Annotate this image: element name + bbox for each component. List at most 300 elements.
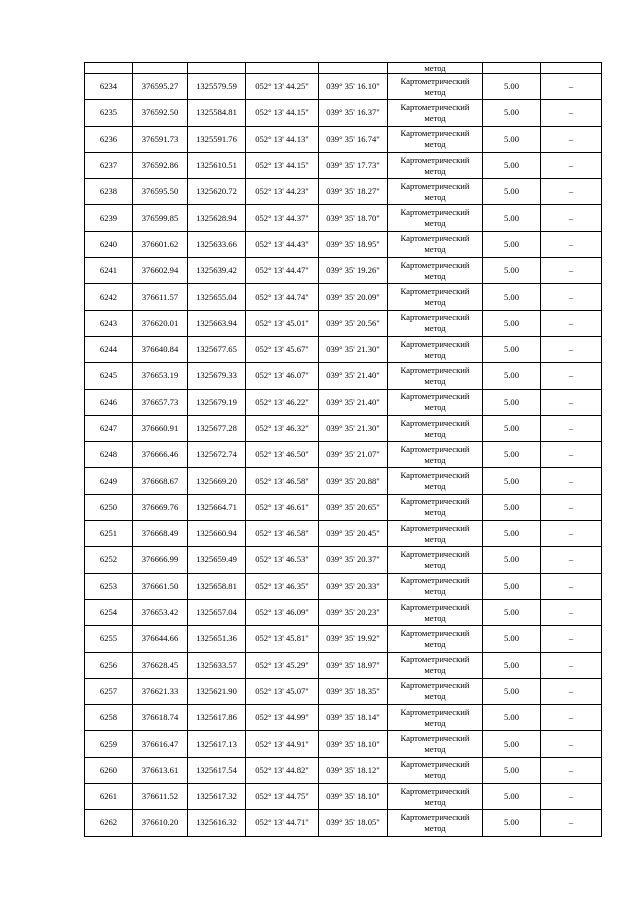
cell-longitude: 039° 35' 20.65"	[319, 494, 388, 520]
cell-method	[388, 784, 483, 810]
cell-point-number: 6258	[85, 705, 133, 731]
cell-point-number: 6250	[85, 494, 133, 520]
cell-accuracy: 5.00	[483, 284, 541, 310]
method-line-2: метод	[424, 770, 446, 781]
cell-y: 1325679.33	[188, 363, 246, 389]
cell-longitude: 039° 35' 18.05"	[319, 810, 388, 836]
cell-note: –	[541, 310, 602, 336]
cell-latitude: 052° 13' 45.29"	[246, 652, 319, 678]
cell-longitude: 039° 35' 20.33"	[319, 573, 388, 599]
cell-method	[388, 74, 483, 100]
cell-latitude: 052° 13' 44.37"	[246, 205, 319, 231]
cell-note: –	[541, 652, 602, 678]
table-row	[85, 652, 602, 678]
cell-longitude: 039° 35' 21.07"	[319, 442, 388, 468]
method-line-1: Картометрический	[400, 522, 470, 533]
cell-point-number: 6260	[85, 757, 133, 783]
cell-latitude: 052° 13' 44.99"	[246, 705, 319, 731]
cell-latitude: 052° 13' 46.58"	[246, 468, 319, 494]
method-line-1: Картометрический	[400, 706, 470, 717]
cell-longitude: 039° 35' 16.74"	[319, 126, 388, 152]
cell-method	[388, 284, 483, 310]
cell-y: 1325633.57	[188, 652, 246, 678]
method-line-2: метод	[424, 691, 446, 702]
cell-note: –	[541, 231, 602, 257]
method-line-1: Картометрический	[400, 811, 470, 822]
table-body	[85, 63, 602, 837]
cell-method	[388, 599, 483, 625]
method-line-2: метод	[424, 244, 446, 255]
cell-y: 1325584.81	[188, 100, 246, 126]
cell-longitude: 039° 35' 20.88"	[319, 468, 388, 494]
table-row	[85, 205, 602, 231]
cell-point-number: 6262	[85, 810, 133, 836]
cell-note: –	[541, 126, 602, 152]
cell-longitude: 039° 35' 20.37"	[319, 547, 388, 573]
method-line-2: метод	[424, 375, 446, 386]
cell-y: 1325617.86	[188, 705, 246, 731]
cell-x: 376616.47	[133, 731, 188, 757]
method-line-2: метод	[424, 139, 446, 150]
method-line-1: Картометрический	[400, 207, 470, 218]
method-line-2: метод	[424, 349, 446, 360]
cell-x: 376592.50	[133, 100, 188, 126]
cell-accuracy: 5.00	[483, 363, 541, 389]
cell-latitude: 052° 13' 46.09"	[246, 599, 319, 625]
method-line-2: метод	[424, 533, 446, 544]
cell-x: 376595.50	[133, 179, 188, 205]
cell-x: 376610.20	[133, 810, 188, 836]
cell-x: 376611.52	[133, 784, 188, 810]
cell-y: 1325617.32	[188, 784, 246, 810]
cell-note: –	[541, 442, 602, 468]
cell-point-number: 6255	[85, 626, 133, 652]
cell-longitude: 039° 35' 20.56"	[319, 310, 388, 336]
cell-latitude: 052° 13' 46.22"	[246, 389, 319, 415]
cell-note: –	[541, 626, 602, 652]
method-line-1: Картометрический	[400, 470, 470, 481]
cell-accuracy: 5.00	[483, 678, 541, 704]
method-line-1: Картометрический	[400, 759, 470, 770]
method-line-1: Картометрический	[400, 575, 470, 586]
cell-longitude: 039° 35' 20.09"	[319, 284, 388, 310]
cell-point-number: 6241	[85, 258, 133, 284]
method-line-1: Картометрический	[400, 101, 470, 112]
table-row	[85, 442, 602, 468]
cell-method	[388, 415, 483, 441]
table-row-continuation	[85, 63, 602, 74]
cell-longitude: 039° 35' 18.95"	[319, 231, 388, 257]
table-row	[85, 284, 602, 310]
cell-accuracy: 5.00	[483, 494, 541, 520]
cell-method	[388, 757, 483, 783]
cell-method	[388, 731, 483, 757]
cell-longitude: 039° 35' 21.40"	[319, 363, 388, 389]
cell-accuracy: 5.00	[483, 336, 541, 362]
cell-longitude: 039° 35' 21.30"	[319, 415, 388, 441]
method-line-2: метод	[424, 665, 446, 676]
method-line-2: метод	[424, 323, 446, 334]
table-row	[85, 547, 602, 573]
cell-method	[388, 179, 483, 205]
method-line-2: метод	[424, 481, 446, 492]
cell-note: –	[541, 757, 602, 783]
cell-y: 1325616.32	[188, 810, 246, 836]
cell-x: 376618.74	[133, 705, 188, 731]
table-row	[85, 573, 602, 599]
cell-point-number: 6252	[85, 547, 133, 573]
cell-empty	[541, 63, 602, 74]
cell-accuracy: 5.00	[483, 126, 541, 152]
cell-y: 1325664.71	[188, 494, 246, 520]
cell-latitude: 052° 13' 44.13"	[246, 126, 319, 152]
table-row	[85, 810, 602, 836]
cell-accuracy: 5.00	[483, 626, 541, 652]
cell-method	[388, 810, 483, 836]
method-line-1: Картометрический	[400, 443, 470, 454]
cell-method	[388, 705, 483, 731]
cell-note: –	[541, 74, 602, 100]
cell-accuracy: 5.00	[483, 705, 541, 731]
cell-note: –	[541, 810, 602, 836]
method-line-2: метод	[424, 612, 446, 623]
cell-y: 1325655.04	[188, 284, 246, 310]
method-line-2: метод	[424, 507, 446, 518]
cell-latitude: 052° 13' 44.15"	[246, 152, 319, 178]
cell-accuracy: 5.00	[483, 389, 541, 415]
cell-accuracy: 5.00	[483, 652, 541, 678]
cell-method	[388, 626, 483, 652]
cell-longitude: 039° 35' 18.27"	[319, 179, 388, 205]
cell-point-number: 6242	[85, 284, 133, 310]
method-line-1: Картометрический	[400, 391, 470, 402]
cell-method	[388, 389, 483, 415]
cell-point-number: 6238	[85, 179, 133, 205]
cell-point-number: 6259	[85, 731, 133, 757]
cell-point-number: 6245	[85, 363, 133, 389]
table-row	[85, 757, 602, 783]
cell-method	[388, 468, 483, 494]
cell-y: 1325620.72	[188, 179, 246, 205]
cell-y: 1325679.19	[188, 389, 246, 415]
cell-point-number: 6234	[85, 74, 133, 100]
cell-note: –	[541, 284, 602, 310]
cell-x: 376653.42	[133, 599, 188, 625]
cell-point-number: 6237	[85, 152, 133, 178]
cell-y: 1325633.66	[188, 231, 246, 257]
table-row	[85, 415, 602, 441]
cell-accuracy: 5.00	[483, 442, 541, 468]
table-row	[85, 74, 602, 100]
cell-longitude: 039° 35' 18.70"	[319, 205, 388, 231]
cell-longitude: 039° 35' 18.12"	[319, 757, 388, 783]
method-line-2: метод	[424, 744, 446, 755]
cell-point-number: 6261	[85, 784, 133, 810]
cell-note: –	[541, 415, 602, 441]
method-line-1: Картометрический	[400, 785, 470, 796]
cell-accuracy: 5.00	[483, 757, 541, 783]
cell-note: –	[541, 521, 602, 547]
method-line-2: метод	[424, 270, 446, 281]
cell-method	[388, 336, 483, 362]
cell-x: 376644.66	[133, 626, 188, 652]
table-row	[85, 626, 602, 652]
cell-x: 376621.33	[133, 678, 188, 704]
cell-y: 1325669.20	[188, 468, 246, 494]
cell-method	[388, 547, 483, 573]
cell-method	[388, 126, 483, 152]
cell-latitude: 052° 13' 44.23"	[246, 179, 319, 205]
method-line-1: Картометрический	[400, 364, 470, 375]
method-line-2: метод	[424, 586, 446, 597]
cell-latitude: 052° 13' 44.82"	[246, 757, 319, 783]
cell-latitude: 052° 13' 45.67"	[246, 336, 319, 362]
cell-accuracy: 5.00	[483, 205, 541, 231]
table-row	[85, 521, 602, 547]
cell-point-number: 6253	[85, 573, 133, 599]
cell-method	[388, 310, 483, 336]
method-line-1: Картометрический	[400, 75, 470, 86]
cell-longitude: 039° 35' 18.10"	[319, 731, 388, 757]
cell-point-number: 6248	[85, 442, 133, 468]
cell-longitude: 039° 35' 18.14"	[319, 705, 388, 731]
cell-x: 376602.94	[133, 258, 188, 284]
method-line-2: метод	[424, 717, 446, 728]
cell-y: 1325657.04	[188, 599, 246, 625]
cell-method	[388, 521, 483, 547]
cell-note: –	[541, 573, 602, 599]
table-row	[85, 705, 602, 731]
cell-note: –	[541, 179, 602, 205]
method-line-1: Картометрический	[400, 680, 470, 691]
cell-x: 376668.49	[133, 521, 188, 547]
cell-method	[388, 442, 483, 468]
method-line-1: Картометрический	[400, 180, 470, 191]
cell-longitude: 039° 35' 18.97"	[319, 652, 388, 678]
cell-x: 376666.99	[133, 547, 188, 573]
cell-latitude: 052° 13' 44.91"	[246, 731, 319, 757]
cell-point-number: 6246	[85, 389, 133, 415]
cell-empty	[319, 63, 388, 74]
cell-longitude: 039° 35' 16.10"	[319, 74, 388, 100]
table-row	[85, 152, 602, 178]
cell-x: 376592.86	[133, 152, 188, 178]
cell-longitude: 039° 35' 18.10"	[319, 784, 388, 810]
cell-note: –	[541, 363, 602, 389]
cell-method	[388, 152, 483, 178]
table-row	[85, 126, 602, 152]
cell-method	[388, 363, 483, 389]
cell-latitude: 052° 13' 46.32"	[246, 415, 319, 441]
cell-x: 376666.46	[133, 442, 188, 468]
cell-accuracy: 5.00	[483, 810, 541, 836]
cell-y: 1325677.28	[188, 415, 246, 441]
cell-y: 1325610.51	[188, 152, 246, 178]
table-row	[85, 468, 602, 494]
table-row	[85, 179, 602, 205]
method-line-2: метод	[424, 112, 446, 123]
cell-point-number: 6239	[85, 205, 133, 231]
cell-x: 376668.67	[133, 468, 188, 494]
cell-latitude: 052° 13' 46.53"	[246, 547, 319, 573]
cell-note: –	[541, 547, 602, 573]
cell-note: –	[541, 468, 602, 494]
cell-y: 1325672.74	[188, 442, 246, 468]
cell-accuracy: 5.00	[483, 310, 541, 336]
table-row	[85, 310, 602, 336]
method-line-2: метод	[424, 191, 446, 202]
cell-note: –	[541, 258, 602, 284]
cell-note: –	[541, 494, 602, 520]
cell-point-number: 6254	[85, 599, 133, 625]
cell-empty	[188, 63, 246, 74]
method-line-1: Картометрический	[400, 312, 470, 323]
cell-y: 1325651.36	[188, 626, 246, 652]
cell-empty	[85, 63, 133, 74]
cell-method	[388, 494, 483, 520]
cell-latitude: 052° 13' 44.75"	[246, 784, 319, 810]
method-line-2: метод	[424, 86, 446, 97]
cell-method	[388, 573, 483, 599]
method-line-2: метод	[424, 822, 446, 833]
cell-accuracy: 5.00	[483, 74, 541, 100]
cell-note: –	[541, 784, 602, 810]
cell-longitude: 039° 35' 17.73"	[319, 152, 388, 178]
cell-y: 1325658.81	[188, 573, 246, 599]
cell-method-continuation: метод	[388, 63, 483, 74]
cell-point-number: 6257	[85, 678, 133, 704]
cell-method	[388, 100, 483, 126]
cell-empty	[246, 63, 319, 74]
cell-accuracy: 5.00	[483, 179, 541, 205]
cell-x: 376669.76	[133, 494, 188, 520]
cell-x: 376620.01	[133, 310, 188, 336]
cell-accuracy: 5.00	[483, 784, 541, 810]
method-line-1: Картометрический	[400, 338, 470, 349]
method-line-1: Картометрический	[400, 548, 470, 559]
cell-point-number: 6240	[85, 231, 133, 257]
table-row	[85, 258, 602, 284]
cell-x: 376661.50	[133, 573, 188, 599]
method-line-1: Картометрический	[400, 417, 470, 428]
cell-latitude: 052° 13' 44.25"	[246, 74, 319, 100]
cell-method	[388, 205, 483, 231]
cell-latitude: 052° 13' 44.15"	[246, 100, 319, 126]
table-row	[85, 731, 602, 757]
cell-latitude: 052° 13' 45.01"	[246, 310, 319, 336]
cell-x: 376613.61	[133, 757, 188, 783]
table-row	[85, 100, 602, 126]
table-row	[85, 599, 602, 625]
table-row	[85, 494, 602, 520]
cell-accuracy: 5.00	[483, 573, 541, 599]
cell-accuracy: 5.00	[483, 599, 541, 625]
cell-note: –	[541, 731, 602, 757]
method-line-1: Картометрический	[400, 627, 470, 638]
cell-x: 376595.27	[133, 74, 188, 100]
cell-longitude: 039° 35' 21.30"	[319, 336, 388, 362]
method-line-1: Картометрический	[400, 601, 470, 612]
cell-x: 376628.45	[133, 652, 188, 678]
cell-latitude: 052° 13' 44.43"	[246, 231, 319, 257]
cell-accuracy: 5.00	[483, 100, 541, 126]
cell-longitude: 039° 35' 19.92"	[319, 626, 388, 652]
cell-point-number: 6256	[85, 652, 133, 678]
cell-note: –	[541, 389, 602, 415]
cell-y: 1325660.94	[188, 521, 246, 547]
method-line-1: Картометрический	[400, 286, 470, 297]
cell-longitude: 039° 35' 21.40"	[319, 389, 388, 415]
cell-point-number: 6249	[85, 468, 133, 494]
cell-x: 376660.91	[133, 415, 188, 441]
cell-y: 1325591.76	[188, 126, 246, 152]
coordinates-table	[84, 62, 602, 837]
cell-method	[388, 652, 483, 678]
cell-note: –	[541, 705, 602, 731]
cell-longitude: 039° 35' 18.35"	[319, 678, 388, 704]
cell-x: 376599.85	[133, 205, 188, 231]
table-row	[85, 784, 602, 810]
cell-accuracy: 5.00	[483, 258, 541, 284]
table-row	[85, 389, 602, 415]
cell-point-number: 6247	[85, 415, 133, 441]
cell-y: 1325628.94	[188, 205, 246, 231]
cell-longitude: 039° 35' 20.23"	[319, 599, 388, 625]
cell-empty	[483, 63, 541, 74]
cell-latitude: 052° 13' 44.71"	[246, 810, 319, 836]
method-line-1: Картометрический	[400, 154, 470, 165]
cell-point-number: 6244	[85, 336, 133, 362]
cell-note: –	[541, 100, 602, 126]
cell-y: 1325621.90	[188, 678, 246, 704]
cell-y: 1325617.13	[188, 731, 246, 757]
method-line-1: Картометрический	[400, 733, 470, 744]
cell-y: 1325617.54	[188, 757, 246, 783]
cell-latitude: 052° 13' 45.07"	[246, 678, 319, 704]
cell-x: 376657.73	[133, 389, 188, 415]
table-row	[85, 363, 602, 389]
cell-accuracy: 5.00	[483, 468, 541, 494]
method-line-2: метод	[424, 559, 446, 570]
method-line-1: Картометрический	[400, 233, 470, 244]
cell-empty	[133, 63, 188, 74]
cell-x: 376601.62	[133, 231, 188, 257]
cell-accuracy: 5.00	[483, 415, 541, 441]
cell-y: 1325677.65	[188, 336, 246, 362]
cell-accuracy: 5.00	[483, 152, 541, 178]
method-line-2: метод	[424, 796, 446, 807]
cell-latitude: 052° 13' 46.61"	[246, 494, 319, 520]
cell-x: 376591.73	[133, 126, 188, 152]
cell-latitude: 052° 13' 46.07"	[246, 363, 319, 389]
cell-latitude: 052° 13' 46.58"	[246, 521, 319, 547]
cell-accuracy: 5.00	[483, 547, 541, 573]
cell-y: 1325663.94	[188, 310, 246, 336]
cell-y: 1325659.49	[188, 547, 246, 573]
method-line-1: Картометрический	[400, 128, 470, 139]
cell-latitude: 052° 13' 44.47"	[246, 258, 319, 284]
table-row	[85, 231, 602, 257]
method-line-2: метод	[424, 402, 446, 413]
method-line-2: метод	[424, 638, 446, 649]
cell-accuracy: 5.00	[483, 521, 541, 547]
table-row	[85, 336, 602, 362]
cell-note: –	[541, 599, 602, 625]
cell-accuracy: 5.00	[483, 231, 541, 257]
cell-x: 376611.57	[133, 284, 188, 310]
method-line-1: Картометрический	[400, 259, 470, 270]
cell-method	[388, 678, 483, 704]
